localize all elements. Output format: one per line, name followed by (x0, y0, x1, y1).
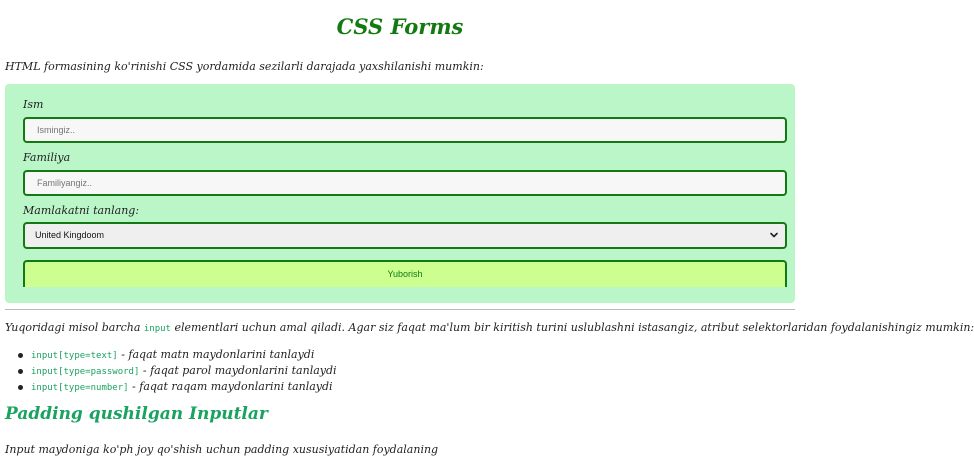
section-divider (5, 309, 795, 310)
country-label: Mamlakatni tanlang: (23, 204, 140, 217)
attribute-selector-paragraph (5, 321, 974, 334)
bullet-icon (18, 353, 23, 358)
list-item-text: - faqat matn maydonlarini tanlaydi (117, 348, 315, 361)
country-select[interactable] (23, 222, 787, 249)
list-item-text: - faqat raqam maydonlarini tanlaydi (128, 380, 333, 393)
list-item (18, 379, 337, 395)
para-suffix: elementlari uchun amal qiladi. Agar siz faqat ma'lum bir kiritish turini uslublashni istasangiz, atribut selektorlaridan foydalanishingiz mumkin: (170, 321, 974, 334)
bullet-icon (18, 369, 23, 374)
last-name-label: Familiya (23, 151, 71, 164)
list-item (18, 363, 337, 379)
page-title: CSS Forms (336, 14, 464, 39)
section-heading: Padding qushilgan Inputlar (5, 404, 268, 424)
intro-text: HTML formasining ko'rinishi CSS yordamida sezilarli darajada yaxshilanishi mumkin: (5, 60, 484, 73)
next-paragraph: Input maydoniga ko'ph joy qo'shish uchun padding xususiyatidan foydalaning (5, 443, 439, 456)
country-select-value: United Kingdoom (35, 230, 105, 240)
list-item-text: - faqat parol maydonlarini tanlaydi (139, 364, 337, 377)
list-item (18, 347, 337, 363)
list-item-code: input[type=password] (31, 367, 140, 377)
list-item-code: input[type=number] (31, 383, 129, 393)
para-prefix: Yuqoridagi misol barcha (5, 321, 144, 334)
first-name-label: Ism (23, 98, 44, 111)
last-name-input[interactable] (23, 170, 787, 196)
list-item-code: input[type=text] (31, 351, 118, 361)
first-name-input[interactable] (23, 117, 787, 143)
selector-list (18, 347, 337, 395)
submit-button[interactable]: Yuborish (23, 260, 787, 287)
chevron-down-icon (769, 230, 779, 240)
form-container (5, 84, 795, 303)
bullet-icon (18, 385, 23, 390)
input-code: input (143, 324, 171, 334)
